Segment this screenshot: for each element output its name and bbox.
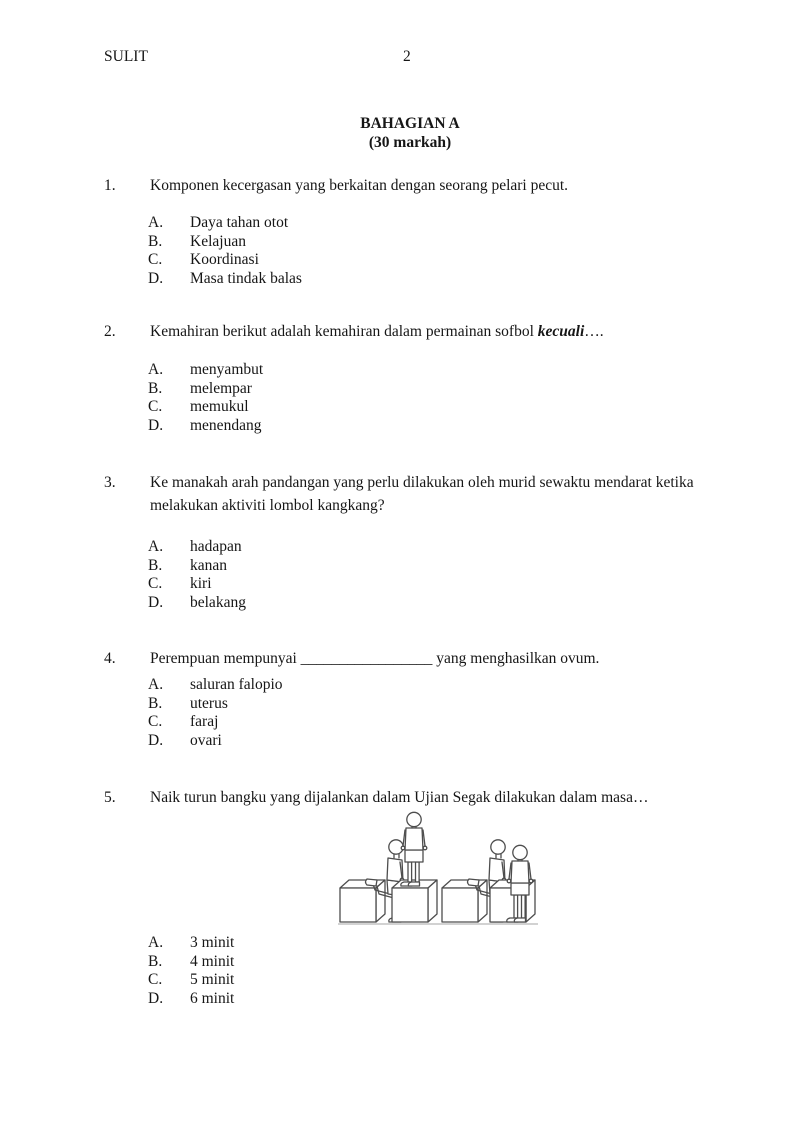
option-letter: B.	[148, 232, 163, 250]
option-text: Daya tahan otot	[190, 214, 289, 231]
option-a	[148, 676, 800, 695]
step-bench-illustration	[338, 806, 538, 925]
question-3	[0, 471, 800, 612]
question-number: 2.	[104, 323, 116, 340]
option-c	[148, 971, 800, 990]
option-letter: D.	[148, 731, 164, 749]
section-header	[0, 114, 800, 152]
option-letter: D.	[148, 593, 164, 611]
question-number: 5.	[104, 789, 116, 806]
option-letter: A.	[148, 361, 164, 378]
option-letter: D.	[148, 269, 164, 287]
option-c	[148, 398, 800, 417]
option-letter: C.	[148, 971, 163, 989]
option-b	[148, 953, 800, 972]
option-c	[148, 713, 800, 732]
confidential-label: SULIT	[104, 48, 148, 65]
option-letter: A.	[148, 676, 164, 693]
option-letter: C.	[148, 251, 163, 269]
option-letter: B.	[148, 556, 163, 574]
option-letter: C.	[148, 575, 163, 593]
option-d	[148, 594, 800, 613]
question-stem: Kemahiran berikut adalah kemahiran dalam permainan sofbol kecuali….	[150, 323, 604, 340]
question-stem: Perempuan mempunyai _________________ yang menghasilkan ovum.	[150, 650, 600, 667]
option-text: 3 minit	[190, 934, 235, 951]
option-d	[148, 990, 800, 1009]
option-text: menyambut	[190, 361, 264, 378]
question-number: 3.	[104, 474, 116, 491]
option-letter: A.	[148, 538, 164, 555]
option-letter: D.	[148, 416, 164, 434]
page-number: 2	[403, 48, 411, 65]
question-stem: Komponen kecergasan yang berkaitan dengan seorang pelari pecut.	[150, 177, 569, 194]
option-a	[148, 538, 800, 557]
option-a	[148, 214, 800, 233]
options-list	[148, 676, 800, 750]
figure-standing	[490, 845, 535, 922]
option-text: uterus	[190, 694, 228, 712]
option-text: menendang	[190, 416, 262, 434]
option-text: kanan	[190, 556, 228, 574]
option-text: belakang	[190, 593, 246, 611]
option-text: Masa tindak balas	[190, 269, 302, 287]
option-d	[148, 417, 800, 436]
options-list	[148, 214, 800, 288]
option-text: 6 minit	[190, 989, 235, 1007]
option-text: 5 minit	[190, 971, 235, 989]
option-text: faraj	[190, 713, 219, 731]
option-b	[148, 380, 800, 399]
section-title: BAHAGIAN A	[360, 115, 460, 132]
question-4	[0, 647, 800, 750]
options-list	[148, 361, 800, 435]
options-list	[148, 934, 800, 1008]
question-number: 1.	[104, 177, 116, 194]
option-text: ovari	[190, 731, 222, 749]
question-stem: Ke manakah arah pandangan yang perlu dilakukan oleh murid sewaktu mendarat ketika melakukan aktiviti lombol kangkang?	[150, 474, 694, 514]
question-5	[0, 786, 800, 1008]
option-a	[148, 361, 800, 380]
question-2	[0, 320, 800, 435]
option-letter: C.	[148, 713, 163, 731]
option-text: Kelajuan	[190, 232, 246, 250]
option-letter: B.	[148, 694, 163, 712]
option-b	[148, 695, 800, 714]
option-d	[148, 270, 800, 289]
emphasized-word: kecuali	[537, 323, 585, 340]
option-letter: C.	[148, 398, 163, 416]
option-text: saluran falopio	[190, 676, 283, 693]
question-1	[0, 174, 800, 288]
option-c	[148, 251, 800, 270]
option-c	[148, 575, 800, 594]
options-list	[148, 538, 800, 612]
option-letter: A.	[148, 214, 164, 231]
option-letter: B.	[148, 379, 163, 397]
section-marks: (30 markah)	[368, 134, 452, 151]
option-text: hadapan	[190, 538, 242, 555]
question-number: 4.	[104, 650, 116, 667]
option-a	[148, 934, 800, 953]
option-b	[148, 233, 800, 252]
option-letter: A.	[148, 934, 164, 951]
option-text: kiri	[190, 575, 212, 593]
option-letter: D.	[148, 989, 164, 1007]
option-d	[148, 732, 800, 751]
question-stem: Naik turun bangku yang dijalankan dalam Ujian Segak dilakukan dalam masa…	[150, 789, 649, 806]
option-text: 4 minit	[190, 952, 235, 970]
option-text: melempar	[190, 379, 252, 397]
option-b	[148, 557, 800, 576]
option-text: Koordinasi	[190, 251, 259, 269]
option-letter: B.	[148, 952, 163, 970]
option-text: memukul	[190, 398, 249, 416]
